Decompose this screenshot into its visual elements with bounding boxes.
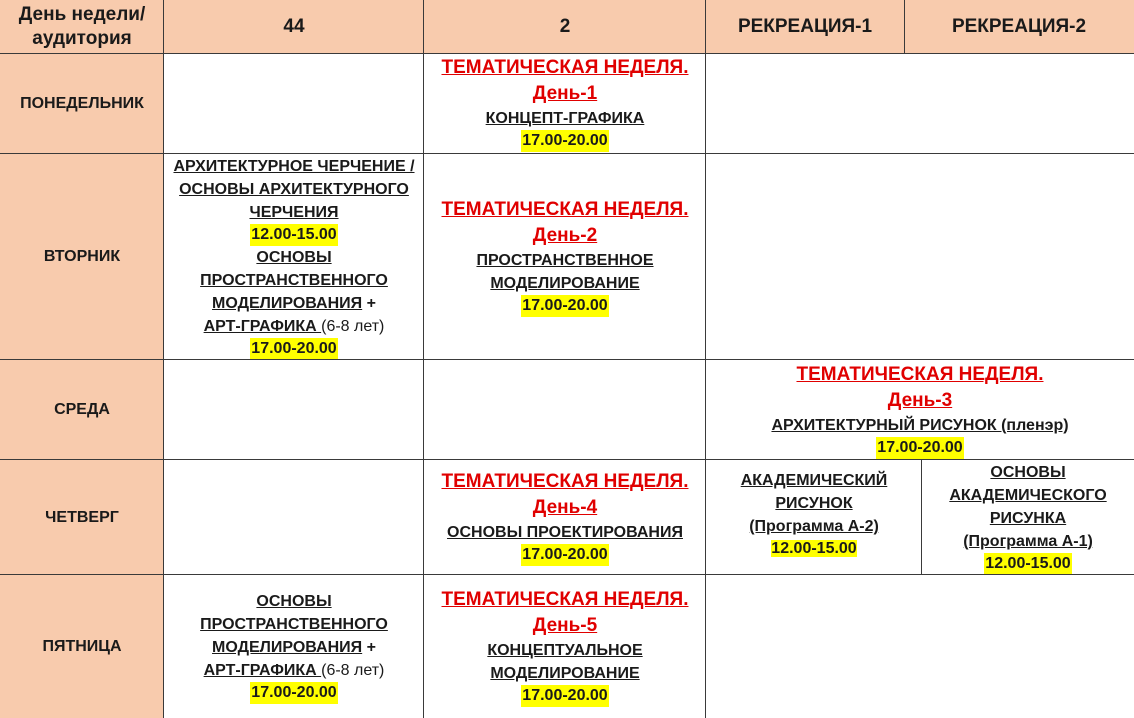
subject-label: АКАДЕМИЧЕСКОГО: [949, 486, 1107, 504]
subject-label: МОДЕЛИРОВАНИЕ: [490, 664, 640, 682]
friday-room44-cell: [164, 575, 424, 718]
time-label: [770, 538, 857, 560]
plus-label: +: [362, 638, 376, 656]
subject-label: (Программа А-1): [963, 532, 1093, 550]
theme-title: ТЕМАТИЧЕСКАЯ НЕДЕЛЯ.: [441, 57, 689, 78]
subject-label: ОСНОВЫ ПРОЕКТИРОВАНИЯ: [447, 524, 683, 541]
day-tuesday: [0, 154, 164, 360]
theme-title: ТЕМАТИЧЕСКАЯ НЕДЕЛЯ.: [796, 363, 1044, 385]
time-label: 12.00-15.00: [984, 553, 1071, 575]
time-label: 17.00-20.00: [521, 685, 608, 707]
time-label: 17.00-20.00: [521, 295, 608, 317]
time-label: 17.00-20.00: [250, 682, 337, 704]
monday-room2-cell: [424, 53, 706, 154]
theme-day-label: День-3: [887, 389, 953, 411]
theme-day-label: День-2: [532, 225, 598, 246]
subject-label: АКАДЕМИЧЕСКИЙ: [740, 472, 888, 489]
thursday-rec2-cell: [922, 460, 1134, 575]
subject-label: АРТ-ГРАФИКА: [203, 661, 322, 679]
subject-label: АРТ-ГРАФИКА: [203, 317, 322, 335]
thursday-room2-cell: [424, 460, 706, 575]
grid-line: [0, 153, 1134, 154]
age-label: (6-8 лет): [321, 661, 385, 679]
grid-line: [0, 459, 1134, 460]
subject-label: ЧЕРЧЕНИЯ: [249, 203, 339, 221]
subject-label: АРХИТЕКТУРНОЕ ЧЕРЧЕНИЕ /: [173, 157, 415, 175]
time-label: 17.00-20.00: [250, 338, 337, 360]
room-header-rec1-label: РЕКРЕАЦИЯ-1: [737, 15, 873, 37]
room-header-44: [164, 0, 424, 53]
time-label: 17.00-20.00: [876, 437, 963, 459]
day-monday: [0, 53, 164, 154]
friday-room2-cell: [424, 575, 706, 718]
subject-label: ОСНОВЫ: [256, 248, 332, 266]
subject-label: РИСУНОК: [775, 495, 853, 512]
time-label: 12.00-15.00: [250, 224, 337, 246]
subject-label: КОНЦЕПТУАЛЬНОЕ: [487, 641, 643, 659]
day-monday-label: ПОНЕДЕЛЬНИК: [20, 94, 144, 112]
day-tuesday-label: ВТОРНИК: [43, 248, 121, 265]
time-highlight: 12.00-15.00: [771, 540, 857, 557]
grid-line: [0, 53, 1134, 54]
tuesday-room2-cell: [424, 154, 706, 360]
theme-title: ТЕМАТИЧЕСКАЯ НЕДЕЛЯ.: [441, 471, 689, 492]
subject-label: КОНЦЕПТ-ГРАФИКА: [485, 110, 645, 127]
day-friday-label: ПЯТНИЦА: [42, 637, 122, 655]
day-wednesday: [0, 360, 164, 460]
time-label: 17.00-20.00: [521, 130, 608, 152]
theme-title: ТЕМАТИЧЕСКАЯ НЕДЕЛЯ.: [441, 588, 689, 610]
grid-line: [0, 359, 1134, 360]
grid-line: [921, 460, 922, 575]
grid-line: [904, 0, 905, 53]
theme-day-label: День-4: [532, 497, 598, 518]
subject-label: МОДЕЛИРОВАНИЯ: [212, 638, 363, 656]
subject-label: ОСНОВЫ АРХИТЕКТУРНОГО: [179, 180, 409, 198]
day-friday: [0, 575, 164, 718]
thursday-rec1-cell: [706, 460, 922, 575]
subject-label: АРХИТЕКТУРНЫЙ РИСУНОК (пленэр): [771, 416, 1069, 434]
theme-day-label: День-1: [532, 83, 598, 104]
corner-header: [0, 0, 164, 53]
theme-day-label: День-5: [532, 614, 598, 636]
room-header-rec2-label: РЕКРЕАЦИЯ-2: [951, 15, 1087, 37]
day-wednesday-label: СРЕДА: [54, 401, 110, 418]
time-label: 17.00-20.00: [521, 544, 608, 566]
room-header-rec2: [904, 0, 1134, 53]
wednesday-recreation-cell: [706, 360, 1134, 460]
subject-label: ОСНОВЫ: [256, 592, 332, 610]
day-thursday: [0, 460, 164, 575]
subject-label: ПРОСТРАНСТВЕННОГО: [200, 271, 388, 289]
subject-label: ОСНОВЫ: [990, 463, 1066, 481]
day-thursday-label: ЧЕТВЕРГ: [45, 508, 119, 526]
room-header-2-label: 2: [559, 15, 571, 37]
room-header-2: [424, 0, 706, 53]
theme-title: ТЕМАТИЧЕСКАЯ НЕДЕЛЯ.: [441, 199, 689, 220]
subject-label: РИСУНКА: [989, 509, 1067, 527]
tuesday-room44-cell: [164, 154, 424, 360]
subject-label: ПРОСТРАНСТВЕННОГО: [200, 615, 388, 633]
corner-header-line1: День недели/: [18, 3, 146, 25]
plus-label: +: [362, 294, 376, 312]
grid-line: [0, 574, 1134, 575]
age-label: (6-8 лет): [321, 317, 385, 335]
corner-header-line2: аудитория: [32, 27, 132, 49]
subject-label: (Программа А-2): [749, 518, 879, 535]
subject-label: МОДЕЛИРОВАНИЯ: [212, 294, 363, 312]
subject-label: ПРОСТРАНСТВЕННОЕ: [476, 252, 654, 269]
room-header-rec1: [706, 0, 904, 53]
room-header-44-label: 44: [283, 15, 305, 37]
subject-label: МОДЕЛИРОВАНИЕ: [490, 275, 640, 292]
